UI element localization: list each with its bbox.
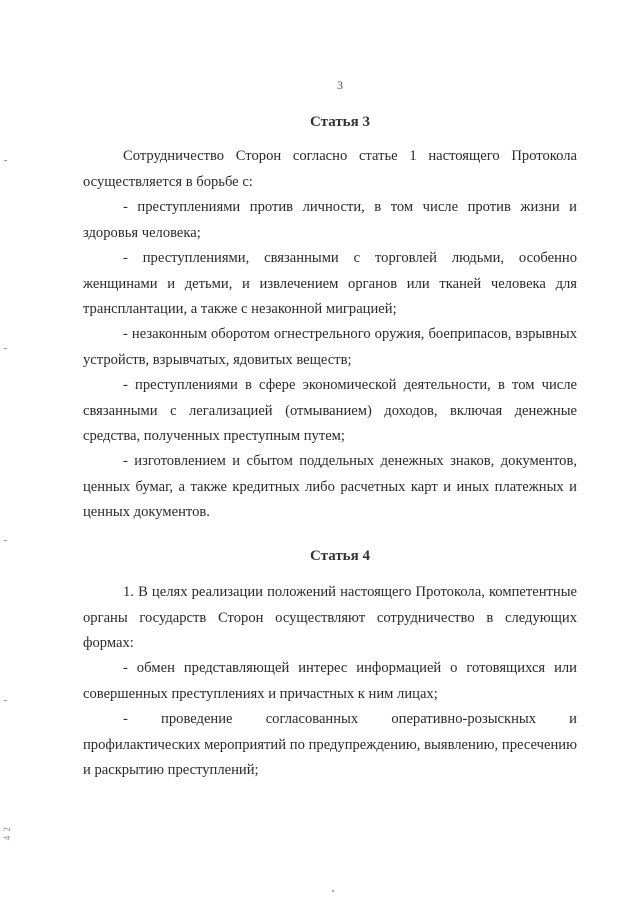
margin-tick <box>4 160 7 161</box>
article-3-item-4: - преступлениями в сфере экономической деятельности, в том числе связанными с легализацией (отмыванием) доходов, включая денежные средства, полученных преступным путем; <box>83 377 577 444</box>
article-4-heading: Статья 4 <box>310 548 370 564</box>
page-number: 3 <box>337 78 343 92</box>
article-3-item-1: - преступлениями против личности, в том числе против жизни и здоровья человека; <box>83 199 577 241</box>
article-3-item-3: - незаконным оборотом огнестрельного оружия, боеприпасов, взрывных устройств, взрывчатых, ядовитых веществ; <box>83 326 577 368</box>
margin-tick <box>4 540 7 541</box>
article-4-item-1: - обмен представляющей интерес информацией о готовящихся или совершенных преступлениях и причастных к ним лицах; <box>83 660 577 702</box>
article-3-intro: Сотрудничество Сторон согласно статье 1 настоящего Протокола осуществляется в борьбе с: <box>83 148 577 190</box>
side-stamp: 4 2 <box>2 826 12 841</box>
scan-dot <box>332 890 334 892</box>
article-4-item-2: - проведение согласованных оперативно-розыскных и профилактических мероприятий по предупреждению, выявлению, пресечению и раскрытию преступлений; <box>83 711 577 778</box>
article-4-intro: 1. В целях реализации положений настоящего Протокола, компетентные органы государств Сторон осуществляют сотрудничество в следующих формах: <box>83 584 577 651</box>
article-3-item-5: - изготовлением и сбытом поддельных денежных знаков, документов, ценных бумаг, а также кредитных либо расчетных карт и иных платежных и ценных документов. <box>83 453 577 520</box>
margin-tick <box>4 348 7 349</box>
article-3-heading: Статья 3 <box>310 114 370 130</box>
article-3-item-2: - преступлениями, связанными с торговлей людьми, особенно женщинами и детьми, и извлечением органов или тканей человека для трансплантации, а также с незаконной миграцией; <box>83 250 577 317</box>
margin-tick <box>4 700 7 701</box>
